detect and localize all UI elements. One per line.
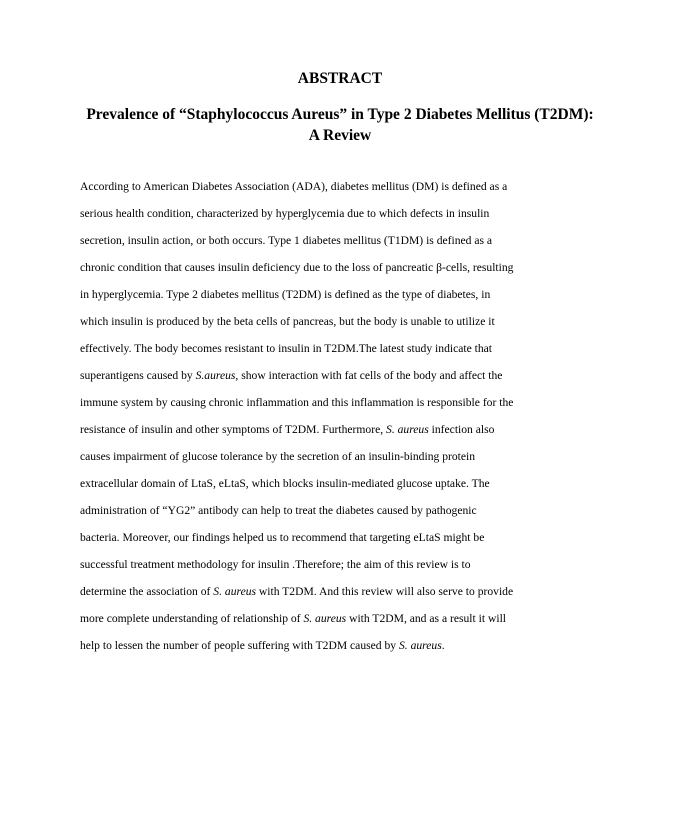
italic-term: S. aureus — [213, 585, 257, 598]
text-segment: more complete understanding of relationship of — [80, 612, 304, 625]
abstract-line — [80, 342, 620, 369]
abstract-line — [80, 234, 620, 261]
text-segment: with T2DM. And this review will also serve to provide — [256, 585, 514, 598]
text-segment: effectively. The body becomes resistant to insulin in T2DM.The latest study indicate that — [80, 342, 493, 355]
abstract-line — [80, 423, 620, 450]
abstract-line — [80, 369, 620, 396]
text-segment: superantigens caused by — [80, 369, 196, 382]
text-segment: According to American Diabetes Association (ADA), diabetes mellitus (DM) is defined as a — [80, 180, 508, 193]
paper-title — [60, 104, 620, 146]
text-segment: secretion, insulin action, or both occurs. Type 1 diabetes mellitus (T1DM) is defined as a — [80, 234, 493, 247]
abstract-line — [80, 180, 620, 207]
text-segment: immune system by causing chronic inflammation and this inflammation is responsible for the — [80, 396, 514, 409]
abstract-body — [80, 180, 620, 666]
paper-title-line-1: Prevalence of “Staphylococcus Aureus” in Type 2 Diabetes Mellitus (T2DM): — [86, 106, 594, 123]
text-segment: administration of “YG2” antibody can help to treat the diabetes caused by pathogenic — [80, 504, 477, 517]
abstract-line — [80, 639, 620, 666]
text-segment: which insulin is produced by the beta cells of pancreas, but the body is unable to utilize it — [80, 315, 495, 328]
abstract-line — [80, 612, 620, 639]
abstract-line — [80, 558, 620, 585]
abstract-line — [80, 288, 620, 315]
text-segment: in hyperglycemia. Type 2 diabetes mellitus (T2DM) is defined as the type of diabetes, in — [80, 288, 491, 301]
abstract-line — [80, 585, 620, 612]
italic-term: S. aureus — [398, 639, 442, 652]
text-segment: serious health condition, characterized by hyperglycemia due to which defects in insulin — [80, 207, 490, 220]
text-segment: infection also — [428, 423, 495, 436]
abstract-line — [80, 531, 620, 558]
text-segment: with T2DM, and as a result it will — [346, 612, 507, 625]
italic-term: S. aureus — [386, 423, 429, 436]
paper-title-line-2: A Review — [308, 127, 372, 144]
text-segment: bacteria. Moreover, our findings helped us to recommend that targeting eLtaS might be — [80, 531, 485, 544]
abstract-line — [80, 450, 620, 477]
italic-term: S.aureus — [195, 369, 236, 382]
text-segment: determine the association of — [80, 585, 214, 598]
abstract-line — [80, 315, 620, 342]
text-segment: help to lessen the number of people suffering with T2DM caused by — [80, 639, 399, 652]
abstract-line — [80, 396, 620, 423]
abstract-line — [80, 504, 620, 531]
abstract-heading: ABSTRACT — [297, 70, 383, 87]
abstract-line — [80, 477, 620, 504]
abstract-line — [80, 261, 620, 288]
text-segment: . — [441, 639, 445, 652]
abstract-line — [80, 207, 620, 234]
text-segment: resistance of insulin and other symptoms of T2DM. Furthermore, — [80, 423, 387, 436]
text-segment: causes impairment of glucose tolerance by the secretion of an insulin-binding protein — [80, 450, 476, 463]
text-segment: chronic condition that causes insulin deficiency due to the loss of pancreatic β-cells, resulting — [80, 261, 514, 274]
text-segment: , show interaction with fat cells of the body and affect the — [235, 369, 503, 382]
italic-term: S. aureus — [303, 612, 347, 625]
text-segment: successful treatment methodology for insulin .Therefore; the aim of this review is to — [80, 558, 471, 571]
text-segment: extracellular domain of LtaS, eLtaS, which blocks insulin-mediated glucose uptake. The — [80, 477, 490, 490]
